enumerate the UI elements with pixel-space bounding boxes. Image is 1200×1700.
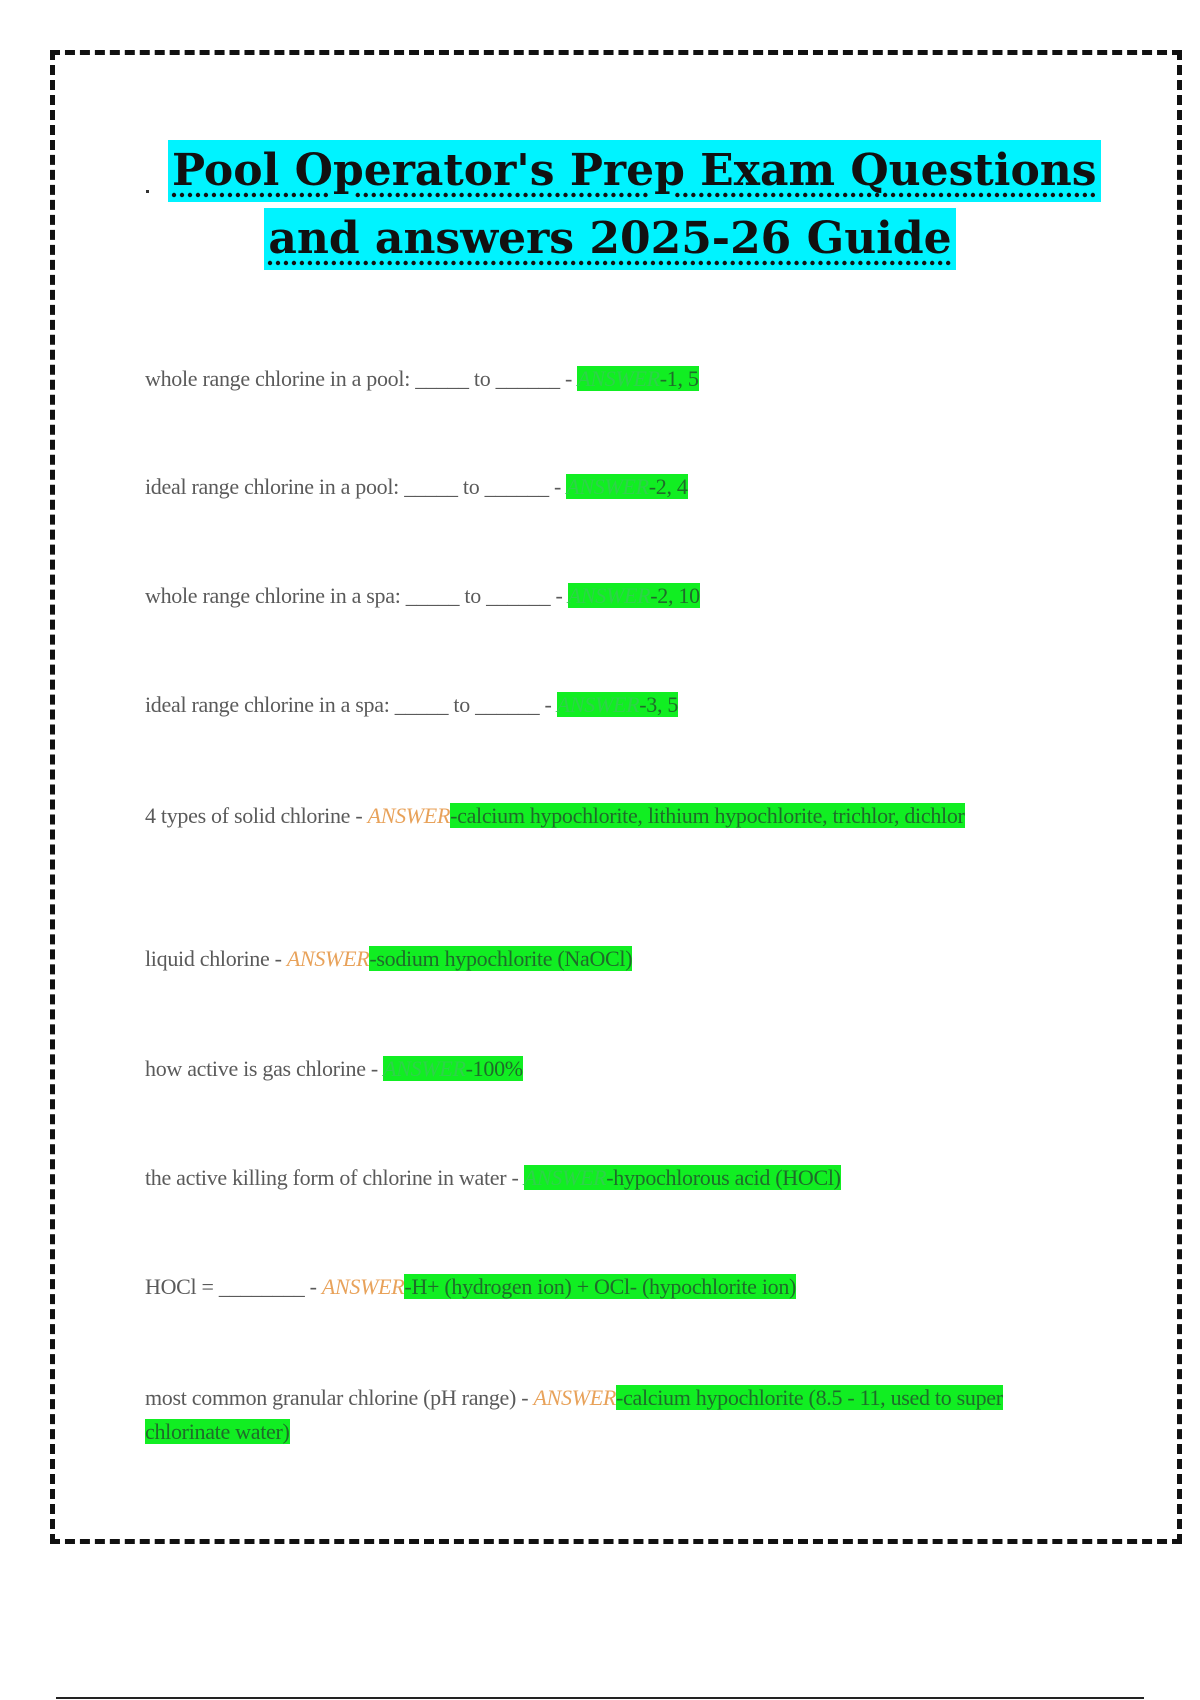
answer-text: -3, 5 [639, 692, 679, 717]
answer-text: -2, 10 [650, 583, 700, 608]
answer-text: -H+ (hydrogen ion) + OCl- (hypochlorite ion) [404, 1274, 797, 1299]
qa-item [145, 942, 1075, 976]
answer-label: ANSWER [556, 692, 640, 717]
qa-item [145, 470, 1075, 504]
answer-text: -calcium hypochlorite, lithium hypochlorite, trichlor, dichlor [450, 803, 965, 828]
answer-label: ANSWER [383, 1056, 466, 1081]
answer-text: -sodium hypochlorite (NaOCl) [369, 946, 633, 971]
title-line-1: Pool Operator's Prep Exam Questions [168, 140, 1101, 202]
title-line-2: and answers 2025-26 Guide [264, 208, 955, 270]
answer-text: -calcium hypochlorite (8.5 - 11, used to super chlorinate water) [145, 1385, 1003, 1444]
qa-item [145, 1052, 1075, 1086]
footer-rule [56, 1697, 1144, 1699]
answer-label: ANSWER [567, 583, 651, 608]
question-text: whole range chlorine in a spa: _____ to ______ - [145, 583, 568, 608]
question-text: most common granular chlorine (pH range) - [145, 1385, 534, 1410]
qa-item [145, 1381, 1075, 1449]
answer-text: -1, 5 [659, 366, 699, 391]
qa-item [145, 579, 1075, 613]
answer-text: -100% [465, 1056, 523, 1081]
question-text: HOCl = ________ - [145, 1274, 322, 1299]
qa-item [145, 799, 1075, 833]
qa-item [145, 1161, 1075, 1195]
answer-text: -hypochlorous acid (HOCl) [606, 1165, 841, 1190]
question-text: ideal range chlorine in a spa: _____ to ______ - [145, 692, 557, 717]
answer-text: -2, 4 [648, 474, 688, 499]
answer-label: ANSWER [286, 946, 370, 971]
question-text: liquid chlorine - [145, 946, 287, 971]
question-text: the active killing form of chlorine in water - [145, 1165, 524, 1190]
question-text: whole range chlorine in a pool: _____ to ______ - [145, 366, 578, 391]
page-border [50, 50, 1182, 1544]
qa-item [145, 688, 1075, 722]
qa-item [145, 1270, 1075, 1304]
answer-label: ANSWER [321, 1274, 405, 1299]
answer-label: ANSWER [577, 366, 660, 391]
qa-item [145, 362, 1075, 396]
page-title [140, 140, 1097, 270]
question-text: how active is gas chlorine - [145, 1056, 384, 1081]
answer-label: ANSWER [566, 474, 649, 499]
question-text: ideal range chlorine in a pool: _____ to ______ - [145, 474, 567, 499]
question-text: 4 types of solid chlorine - [145, 803, 368, 828]
answer-label: ANSWER [523, 1165, 607, 1190]
answer-label: ANSWER [533, 1385, 616, 1410]
answer-label: ANSWER [367, 803, 451, 828]
